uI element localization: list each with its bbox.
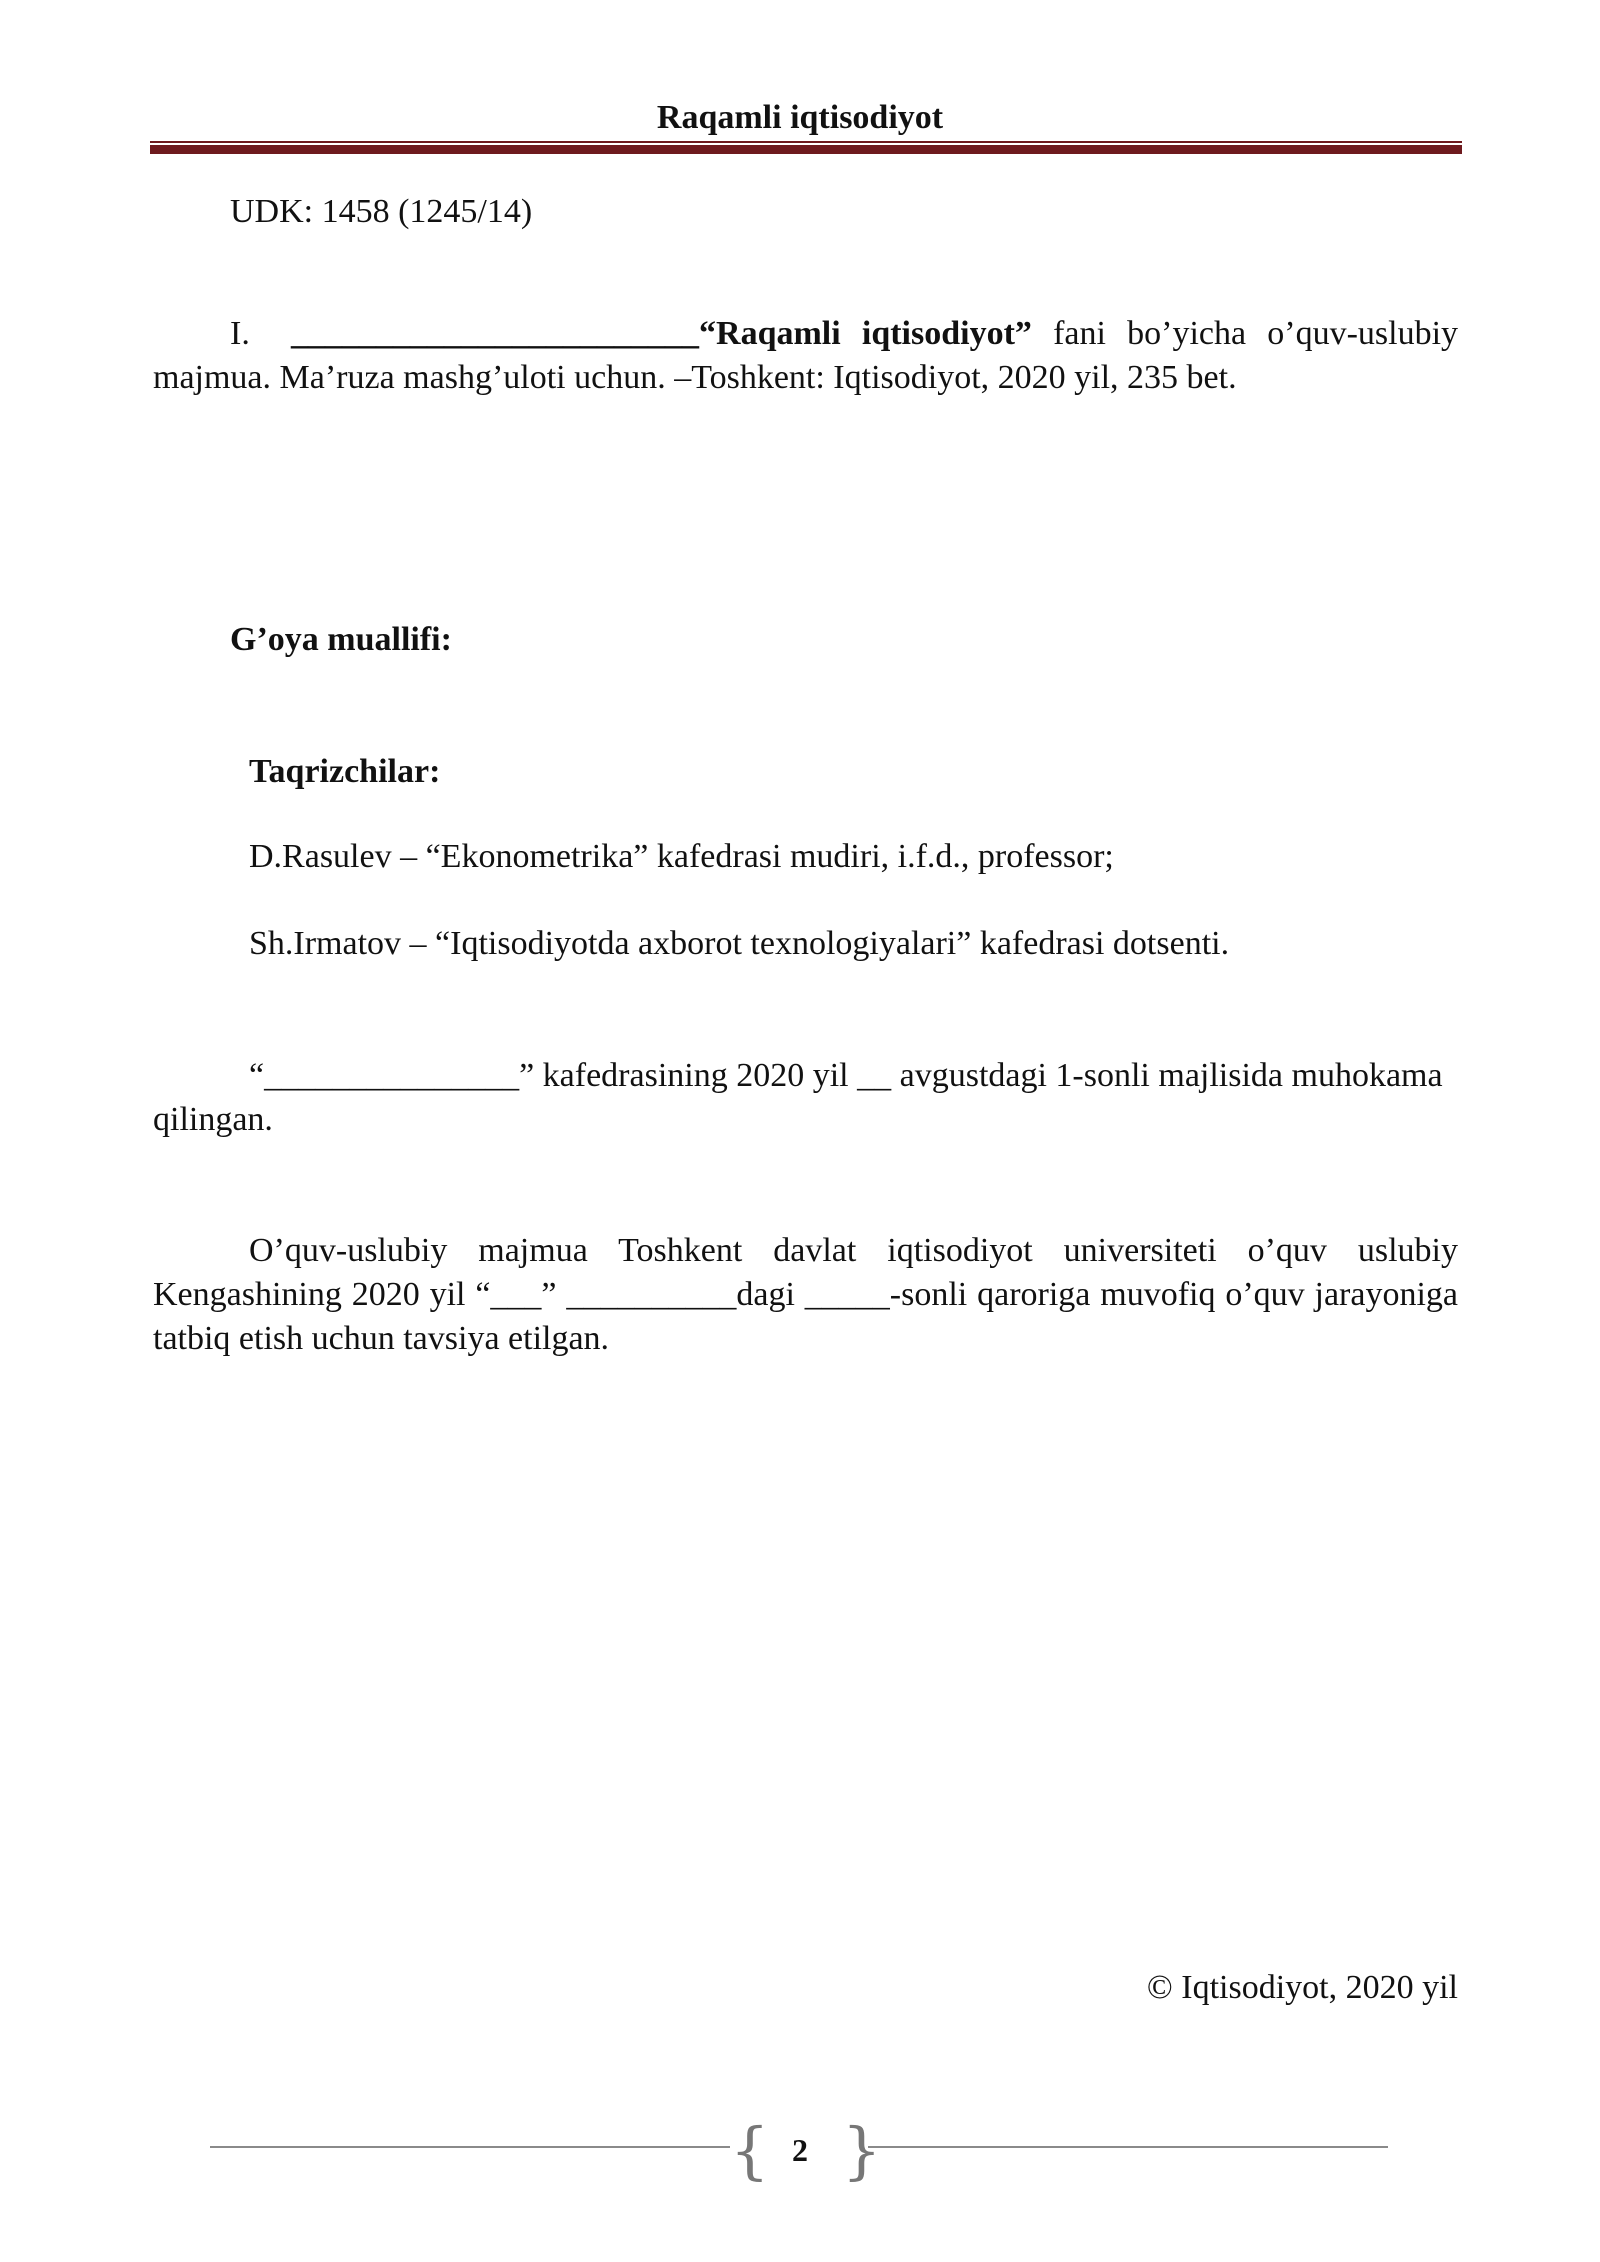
footer-line-left: [210, 2146, 730, 2148]
citation-book-title: “Raqamli iqtisodiyot”: [699, 315, 1032, 352]
reviewers-label: Taqrizchilar:: [249, 753, 441, 790]
header-rule-thin: [150, 141, 1462, 143]
recommendation-paragraph: O’quv-uslubiy majmua Toshkent davlat iqtisodiyot universiteti o’quv uslubiy Kengashining 2020 yil “___” __________dagi _____-sonli qaroriga muvofiq o’quv jarayoniga tatbiq etish uchun tavsiya etilgan.: [153, 1232, 1458, 1357]
citation-paragraph: [153, 312, 1458, 400]
reviewer-item: D.Rasulev – “Ekonometrika” kafedrasi mudiri, i.f.d., professor;: [249, 838, 1114, 875]
header-rule-thick: [150, 145, 1462, 154]
author-label: G’oya muallifi:: [230, 621, 452, 658]
citation-rest: fani bo’yicha o’quv-uslubiy majmua. Ma’ruza mashg’uloti uchun. –Toshkent: Iqtisodiyot, 2020 yil, 235 bet.: [153, 315, 1459, 396]
udk-code: UDK: 1458 (1245/14): [230, 193, 533, 230]
discussion-paragraph: “_______________” kafedrasining 2020 yil __ avgustdagi 1-sonli majlisida muhokama qilingan.: [153, 1057, 1443, 1138]
copyright-notice: © Iqtisodiyot, 2020 yil: [1146, 1969, 1458, 2006]
citation-blank: ________________________: [291, 315, 700, 352]
page-number: 2: [792, 2132, 808, 2168]
reviewer-item: Sh.Irmatov – “Iqtisodiyotda axborot texnologiyalari” kafedrasi dotsenti.: [249, 925, 1230, 962]
footer-bracket-left: {: [730, 2114, 770, 2187]
citation-prefix: I.: [230, 315, 250, 352]
footer-line-right: [868, 2146, 1388, 2148]
footer-bracket-right: }: [842, 2114, 882, 2187]
running-header-title: Raqamli iqtisodiyot: [656, 99, 944, 136]
